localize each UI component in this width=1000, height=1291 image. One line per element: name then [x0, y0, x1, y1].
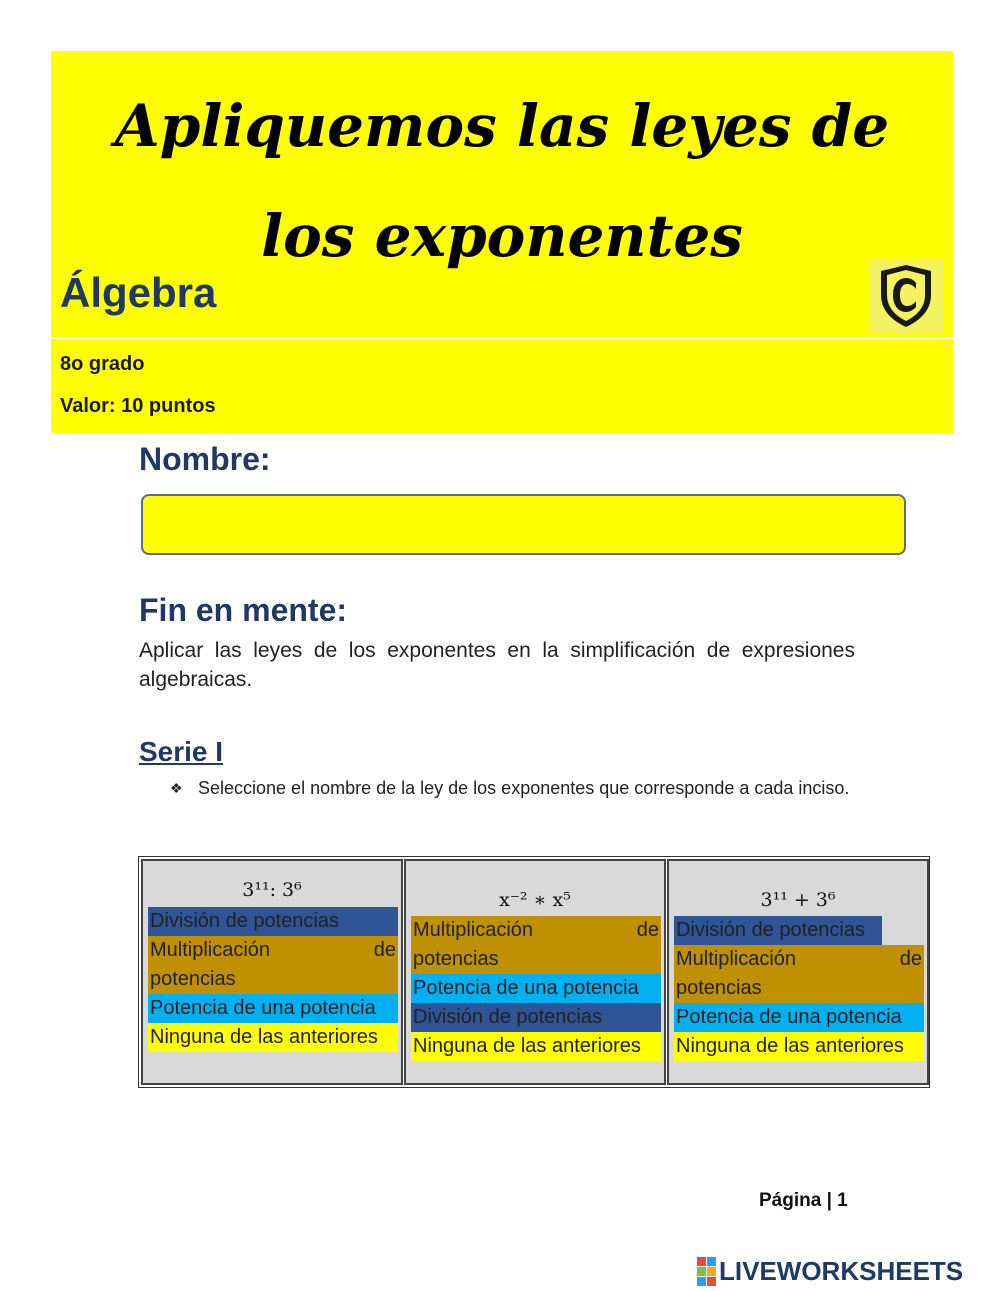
- exercise-cell-1: [141, 859, 403, 1085]
- option-division-1[interactable]: División de potencias: [148, 907, 398, 936]
- expression-3: 3¹¹ + 3⁶: [760, 889, 836, 911]
- option-division-2[interactable]: División de potencias: [411, 1003, 661, 1032]
- option-multiplicacion-1-word-b: de: [373, 939, 396, 961]
- points-value-label: Valor: 10 puntos: [60, 395, 216, 417]
- option-multiplicacion-2-line-2[interactable]: potencias: [411, 945, 661, 974]
- subject-label: Álgebra: [60, 269, 217, 316]
- option-potencia-1[interactable]: Potencia de una potencia: [148, 994, 398, 1023]
- option-multiplicacion-3-word-a: Multiplicación: [676, 948, 797, 970]
- option-multiplicacion-2-word-b: de: [636, 919, 659, 941]
- goal-text: Aplicar las leyes de los exponentes en la simplificación de expresiones algebraicas.: [139, 639, 855, 691]
- option-division-3[interactable]: División de potencias: [674, 916, 882, 945]
- option-multiplicacion-3-line-2[interactable]: potencias: [674, 974, 924, 1003]
- header-divider: [51, 337, 953, 339]
- option-potencia-3[interactable]: Potencia de una potencia: [674, 1003, 924, 1032]
- option-multiplicacion-3-word-b: de: [899, 948, 922, 970]
- option-multiplicacion-1-line-2[interactable]: potencias: [148, 965, 398, 994]
- exercise-cell-2: [404, 859, 666, 1085]
- grade-label: 8o grado: [60, 353, 145, 375]
- option-multiplicacion-2-word-a: Multiplicación: [413, 919, 534, 941]
- name-label: Nombre:: [139, 441, 271, 477]
- option-ninguna-2[interactable]: Ninguna de las anteriores: [411, 1032, 661, 1061]
- option-potencia-2[interactable]: Potencia de una potencia: [411, 974, 661, 1003]
- page-number: Página | 1: [759, 1190, 848, 1211]
- liveworksheets-brand: LIVEWORKSHEETS: [719, 1255, 964, 1286]
- option-ninguna-3[interactable]: Ninguna de las anteriores: [674, 1032, 924, 1061]
- expression-1: 3¹¹: 3⁶: [242, 879, 302, 901]
- diamond-bullet-icon: ❖: [170, 780, 183, 796]
- option-multiplicacion-2-line-1[interactable]: [411, 916, 661, 945]
- option-multiplicacion-1-word-a: Multiplicación: [150, 939, 271, 961]
- exercise-cell-3: [667, 859, 929, 1085]
- exercise-grid: [138, 856, 930, 1088]
- name-input[interactable]: [141, 494, 906, 555]
- liveworksheets-logo: [697, 1256, 963, 1286]
- header-banner: [51, 51, 953, 433]
- option-ninguna-1[interactable]: Ninguna de las anteriores: [148, 1023, 398, 1052]
- option-multiplicacion-1-line-1[interactable]: [148, 936, 398, 965]
- series-heading: Serie I: [139, 736, 224, 767]
- instruction-text: Seleccione el nombre de la ley de los exponentes que corresponde a cada inciso.: [198, 778, 850, 798]
- option-multiplicacion-3-line-1[interactable]: [674, 945, 924, 974]
- title-line-2: los exponentes: [261, 202, 743, 270]
- school-shield-icon: [869, 259, 943, 333]
- goal-heading: Fin en mente:: [139, 592, 348, 628]
- expression-2: x⁻² ∗ x⁵: [499, 889, 571, 911]
- liveworksheets-blocks-icon: [697, 1257, 716, 1286]
- worksheet-title: [51, 71, 953, 291]
- title-line-1: Apliquemos las leyes de: [114, 92, 890, 160]
- instruction: [170, 774, 860, 802]
